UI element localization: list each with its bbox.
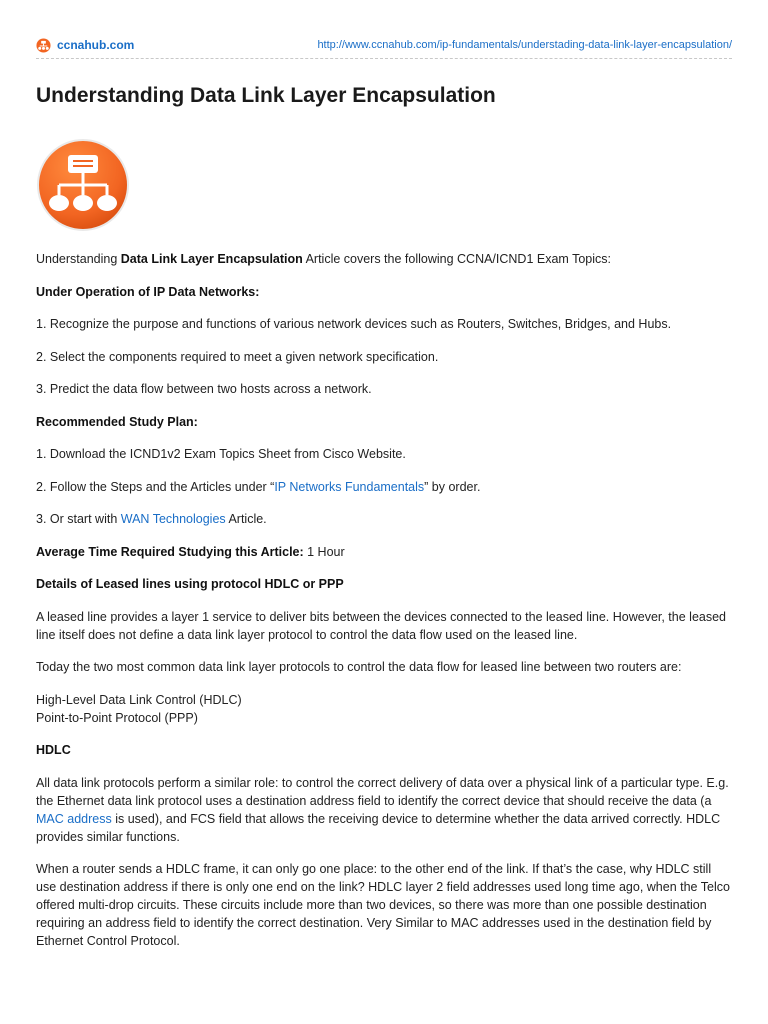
header-bar [36,34,732,56]
protocol-item: Point-to-Point Protocol (PPP) [36,710,198,725]
hdlc-paragraph-1 [36,774,732,846]
study-step2-suffix: ” by order. [424,479,481,494]
topic-item: 3. Predict the data flow between two hosts across a network. [36,382,372,396]
avg-time-label: Average Time Required Studying this Article: [36,544,304,559]
leased-heading [36,575,732,593]
study-step: 1. Download the ICND1v2 Exam Topics Sheet from Cisco Website. [36,447,406,461]
hdlc-p1-suffix: is used), and FCS field that allows the receiving device to determine whether the data arrived correctly. HDLC provides similar functions. [36,811,721,844]
topic-item: 1. Recognize the purpose and functions of various network devices such as Routers, Switches, Bridges, and Hubs. [36,317,672,331]
ccnahub-logo-icon [36,38,51,53]
page-url-link[interactable]: http://www.ccnahub.com/ip-fundamentals/understading-data-link-layer-encapsulation/ [317,39,732,51]
protocol-item: High-Level Data Link Control (HDLC) [36,692,242,707]
intro-bold: Data Link Layer Encapsulation [120,252,303,266]
header-divider [36,58,732,59]
leased-paragraph-2: Today the two most common data link layer protocols to control the data flow for leased line between two routers are: [36,660,682,674]
hdlc-paragraph-2: When a router sends a HDLC frame, it can only go one place: to the other end of the link. If that’s the case, why HDLC still use destination address if there is only one end on the link? HDLC layer 2 field addresses used long time ago, when the Telco offered multi-drop circuits. These circuits include more than two devices, so there was more than one possible destination requiring an address field to identify the correct destination. Very Similar to MAC addresses used in the destination field by Ethernet Control Protocol. [36,862,730,948]
study-step [36,478,732,496]
wan-technologies-link[interactable]: WAN Technologies [120,512,226,526]
hdlc-heading-text: HDLC [36,743,71,757]
mac-address-link[interactable]: MAC address [36,811,112,826]
intro-suffix: Article covers the following CCNA/ICND1 Exam Topics: [302,252,611,266]
article-title: Understanding Data Link Layer Encapsulation [36,84,496,107]
study-step3-prefix: 3. Or start with [36,512,121,526]
hdlc-p1-prefix: All data link protocols perform a similar role: to control the correct delivery of data over a physical link of a particular type. E.g. the Ethernet data link protocol uses a destination address field to identify the correct device that should receive the data (a [36,775,729,808]
avg-time-line [36,543,732,561]
operation-heading-text: Under Operation of IP Data Networks: [36,284,260,299]
leased-paragraph-1: A leased line provides a layer 1 service to deliver bits between the devices connected to the leased line. However, the leased line itself does not define a data link layer protocol to control the data flow used on the leased line. [36,609,726,642]
study-step3-suffix: Article. [225,512,267,526]
study-step2-prefix: 2. Follow the Steps and the Articles under “ [36,479,275,494]
avg-time-value: 1 Hour [303,544,345,559]
protocol-list [36,691,732,727]
study-step [36,510,732,528]
topic-item: 2. Select the components required to meet a given network specification. [36,349,439,364]
study-heading-text: Recommended Study Plan: [36,414,198,429]
operation-heading [36,283,732,301]
site-brand[interactable] [36,38,134,53]
study-heading [36,413,732,431]
intro-prefix: Understanding [36,252,121,266]
intro-paragraph [36,250,732,268]
leased-heading-text: Details of Leased lines using protocol HDLC or PPP [36,577,344,591]
site-name-link[interactable]: ccnahub.com [57,38,135,52]
ip-networks-fundamentals-link[interactable]: IP Networks Fundamentals [274,479,425,494]
article-body [36,250,732,965]
hdlc-heading [36,741,732,759]
network-hierarchy-icon [35,137,131,233]
